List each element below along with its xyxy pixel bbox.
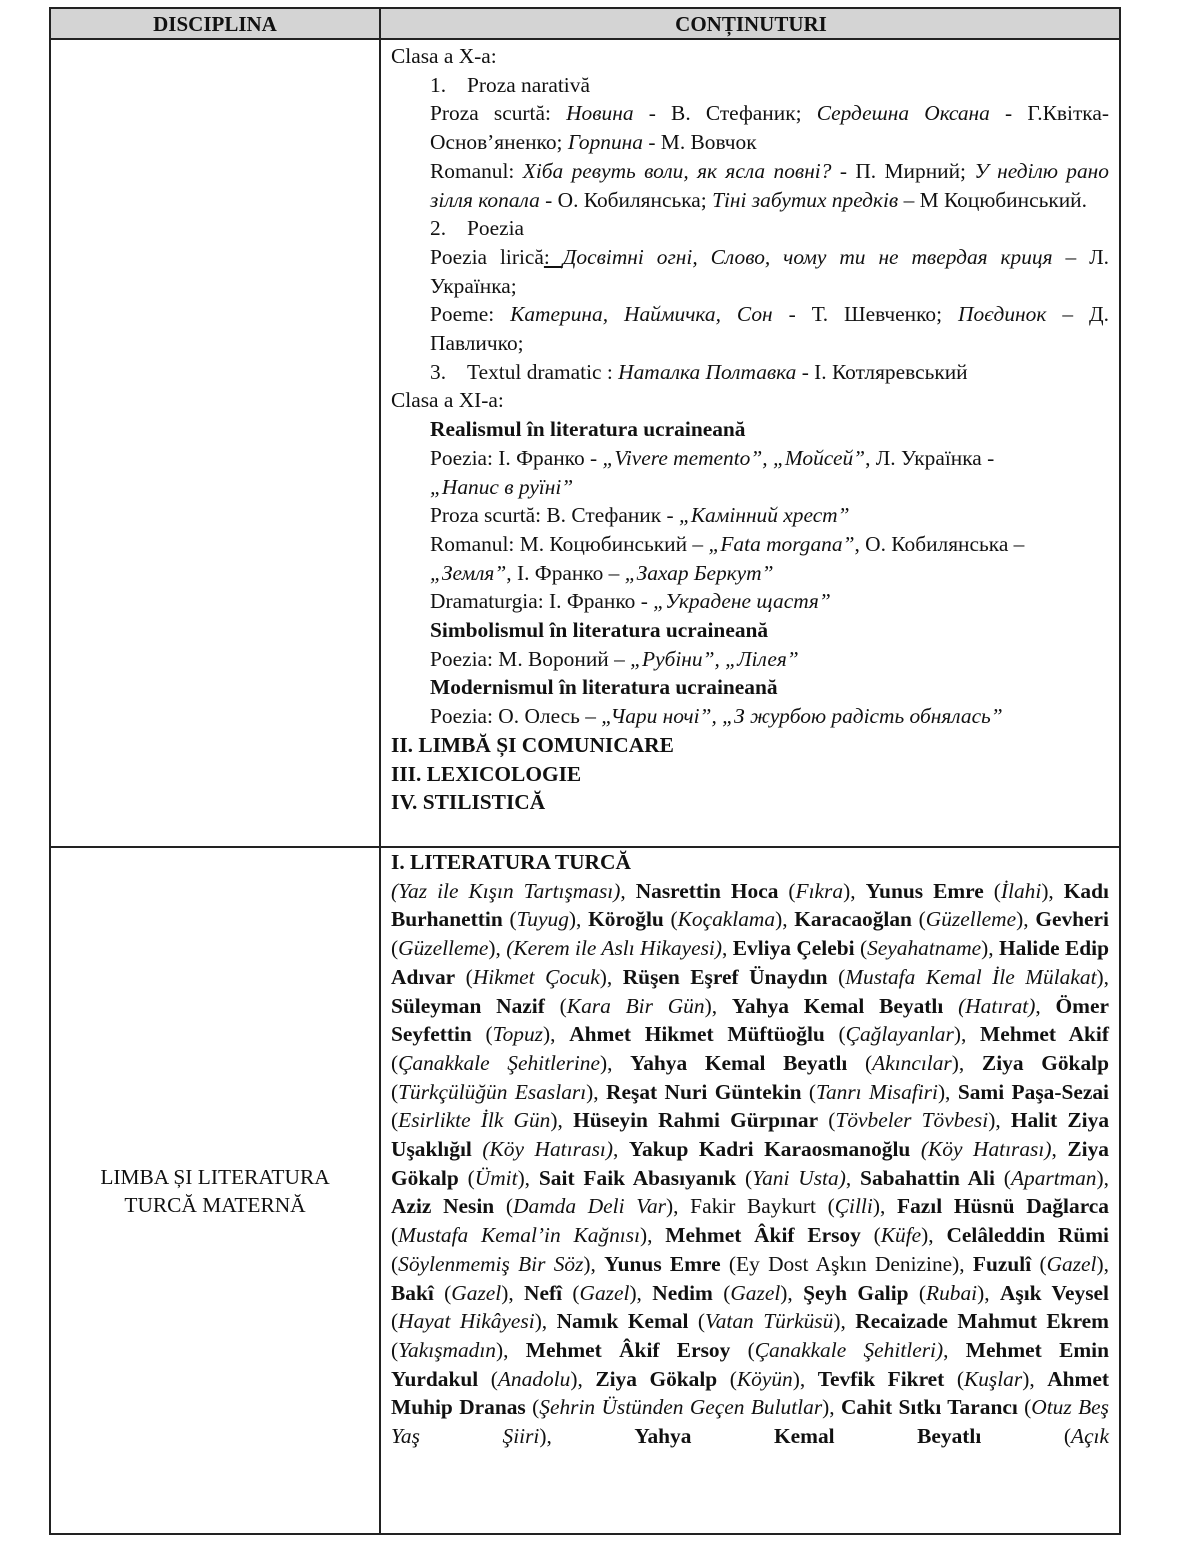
turkish-segment: Tuyug bbox=[516, 907, 569, 932]
turkish-segment: , bbox=[722, 936, 733, 961]
turkish-segment: ( bbox=[778, 878, 796, 903]
turkish-segment: ), bbox=[496, 1337, 526, 1362]
turkish-segment: ), bbox=[704, 993, 732, 1018]
poezia-lirica: Poezia lirică: Досвітні огні, Слово, чому ти не твердая криця – Л. Українка; bbox=[430, 244, 1109, 298]
turkish-segment: , bbox=[1035, 993, 1056, 1018]
turkish-segment: ), bbox=[780, 1280, 804, 1305]
turkish-segment: Güzelleme bbox=[925, 907, 1017, 932]
turkish-segment: Hikmet Çocuk bbox=[472, 964, 600, 989]
turkish-segment: Şehrin Üstünden Geçen Bulutlar bbox=[539, 1395, 823, 1420]
turkish-segment: ( bbox=[391, 1050, 399, 1075]
turkish-segment: Köroğlu bbox=[588, 907, 664, 932]
turkish-segment: ( bbox=[712, 1280, 731, 1305]
turkish-segment: ( bbox=[494, 1194, 514, 1219]
turkish-segment: ( bbox=[736, 1165, 753, 1190]
turkish-segment: ( bbox=[471, 1022, 493, 1047]
turkish-segment: ), bbox=[775, 907, 795, 932]
turkish-segment: Ahmet Muhip Dranas bbox=[391, 1366, 1109, 1420]
turkish-segment: ( bbox=[688, 1309, 706, 1334]
turkish-segment: ), bbox=[517, 1165, 539, 1190]
turkish-segment: Topuz bbox=[492, 1022, 543, 1047]
turkish-segment: ), bbox=[568, 907, 589, 932]
turkish-segment: ( bbox=[391, 936, 399, 961]
turkish-segment: Namık Kemal bbox=[556, 1309, 689, 1334]
turkish-segment: ( bbox=[391, 1251, 399, 1276]
turkish-segment: ( bbox=[391, 1108, 399, 1133]
turkish-segment: Fakir Baykurt ( bbox=[690, 1194, 835, 1219]
turkish-segment: Gazel bbox=[1046, 1251, 1097, 1276]
header-continuturi: CONȚINUTURI bbox=[675, 12, 827, 36]
romanul-x: Romanul: Хіба ревуть воли, як ясла повні? - П. Мирний; У неділю рано зілля копала - О. Кобилянська; Тіні забутих предків – М Коцюбинський. bbox=[430, 158, 1109, 212]
turkish-segment: Ümit bbox=[474, 1165, 518, 1190]
turkish-literature-list bbox=[391, 877, 1109, 1451]
turkish-segment: Tanrı Misafiri bbox=[816, 1079, 938, 1104]
turkish-segment: ), bbox=[599, 964, 623, 989]
turkish-segment: ), bbox=[629, 1280, 653, 1305]
turkish-segment: ), bbox=[1022, 1366, 1048, 1391]
turkish-segment: ), bbox=[822, 1395, 841, 1420]
turkish-segment: Ziya Gökalp bbox=[595, 1366, 718, 1391]
turkish-segment: Aşık Veysel bbox=[999, 1280, 1109, 1305]
turkish-segment: ( bbox=[433, 1280, 452, 1305]
turkish-segment: ), bbox=[988, 1108, 1011, 1133]
header-disciplina: DISCIPLINA bbox=[153, 12, 277, 36]
turkish-segment: ( bbox=[562, 1280, 580, 1305]
turkish-segment: Reşat Nuri Güntekin bbox=[606, 1079, 802, 1104]
turkish-segment: (Hatırat) bbox=[958, 993, 1036, 1018]
turkish-segment: Vatan Türküsü bbox=[705, 1309, 834, 1334]
turkish-segment: ( bbox=[391, 1337, 399, 1362]
turkish-segment: ), bbox=[977, 1280, 1000, 1305]
turkish-segment: Recaizade Mahmut Ekrem bbox=[855, 1309, 1109, 1334]
textul-dramatic: 3. Textul dramatic : Наталка Полтавка - І. Котляревський bbox=[430, 359, 968, 384]
turkish-segment: Çanakkale Şehitlerine bbox=[398, 1050, 600, 1075]
turkish-segment: Kuşlar bbox=[963, 1366, 1023, 1391]
turkish-segment: (Köy Hatırası) bbox=[482, 1137, 613, 1162]
turkish-segment: Cahit Sıtkı Tarancı bbox=[840, 1395, 1018, 1420]
turkish-segment: Gazel bbox=[451, 1280, 502, 1305]
turkish-segment: İlahi bbox=[1000, 878, 1042, 903]
realism-dramaturgia: Dramaturgia: І. Франко - „Украдене щастя” bbox=[430, 589, 831, 614]
turkish-segment: Nasrettin Hoca bbox=[635, 878, 779, 903]
turkish-segment: ), bbox=[570, 1366, 596, 1391]
turkish-segment: Yunus Emre bbox=[865, 878, 984, 903]
turkish-segment: ( bbox=[544, 993, 567, 1018]
poezia-title: 2. Poezia bbox=[430, 216, 525, 241]
clasa-x: Clasa a X-a: bbox=[391, 44, 497, 68]
turkish-segment: Güzelleme bbox=[398, 936, 489, 961]
section-stilistica: IV. STILISTICĂ bbox=[391, 790, 546, 815]
turkish-segment: ( bbox=[730, 1337, 755, 1362]
turkish-segment: , bbox=[1051, 1137, 1068, 1162]
turkish-segment: ), bbox=[1096, 1251, 1109, 1276]
turkish-segment: Aziz Nesin bbox=[391, 1194, 495, 1219]
turkish-segment: (Köy Hatırası) bbox=[920, 1137, 1052, 1162]
turkish-segment: ), bbox=[1096, 1165, 1109, 1190]
turkish-segment: Celâleddin Rümi bbox=[946, 1223, 1109, 1248]
turkish-segment: ( bbox=[458, 1165, 475, 1190]
turkish-segment: (Yaz ile Kışın Tartışması) bbox=[391, 878, 621, 903]
header-divider bbox=[51, 38, 1119, 40]
turkish-segment: Mehmet Akif bbox=[980, 1022, 1109, 1047]
turkish-segment bbox=[943, 994, 958, 1018]
turkish-segment: ( bbox=[860, 1223, 881, 1248]
turkish-segment: ), bbox=[937, 1079, 958, 1104]
turkish-segment: Tövbeler Tövbesi bbox=[835, 1108, 989, 1133]
turkish-segment: ( bbox=[801, 1079, 817, 1104]
turkish-segment: ( bbox=[1017, 1395, 1032, 1420]
turkish-segment: Çilli bbox=[834, 1194, 873, 1219]
turkish-segment: Rubai bbox=[926, 1280, 978, 1305]
turkish-segment: Yani Usta) bbox=[752, 1165, 846, 1190]
turkish-segment: Mehmet Âkif Ersoy bbox=[525, 1337, 731, 1362]
turkish-segment: ( bbox=[944, 1366, 964, 1391]
turkish-segment: , bbox=[612, 1137, 629, 1162]
turkish-segment: , bbox=[845, 1165, 861, 1190]
turkish-segment: ), bbox=[792, 1366, 818, 1391]
turkish-segment: Yunus Emre bbox=[604, 1251, 721, 1276]
realism-romanul: Romanul: М. Коцюбинський – „Fata morgana”, О. Кобилянська – „Земля”, І. Франко – „Захар Беркут” bbox=[430, 531, 1025, 585]
turkish-segment: ), bbox=[550, 1108, 574, 1133]
turkish-segment: Açık bbox=[1071, 1424, 1109, 1449]
turkish-segment: Mustafa Kemal’in Kağnısı bbox=[398, 1223, 641, 1248]
turkish-segment: Şeyh Galip bbox=[803, 1280, 909, 1305]
turkish-segment: Seyahatname bbox=[867, 936, 982, 961]
discipline-turca bbox=[51, 1163, 379, 1219]
turkish-segment: Nefî bbox=[524, 1280, 563, 1305]
turkish-segment: ), bbox=[953, 1022, 981, 1047]
turkish-segment: Anadolu bbox=[497, 1366, 571, 1391]
turkish-segment: ( bbox=[391, 1309, 399, 1334]
turkish-segment: Sait Faik Abasıyanık bbox=[538, 1165, 737, 1190]
turkish-segment: ( bbox=[391, 1223, 399, 1248]
column-divider bbox=[379, 9, 381, 1533]
turkish-segment: Otuz Beş Yaş Şiiri bbox=[391, 1395, 1109, 1449]
turkish-segment: ( bbox=[847, 1050, 873, 1075]
turkish-segment: Halit Ziya Uşaklığıl bbox=[391, 1108, 1110, 1162]
turkish-segment: Yahya Kemal Beyatlı bbox=[731, 993, 944, 1018]
turkish-segment: Bakî bbox=[391, 1280, 434, 1305]
turkish-segment: ( bbox=[502, 907, 517, 932]
turkish-segment: Rüşen Eşref Ünaydın bbox=[622, 964, 828, 989]
turkish-segment: Hüseyin Rahmi Gürpınar bbox=[573, 1108, 819, 1133]
discipline-line1: LIMBA ȘI LITERATURA bbox=[100, 1165, 330, 1189]
turkish-segment: (Ey Dost Aşkın Denizine), bbox=[720, 1251, 973, 1276]
turkish-segment: ), bbox=[951, 1050, 982, 1075]
turkish-segment: Gevheri bbox=[1035, 907, 1109, 932]
turkish-segment: Süleyman Nazif bbox=[391, 993, 545, 1018]
turkish-segment: ( bbox=[1031, 1251, 1047, 1276]
turkish-segment: Sabahattin Ali bbox=[860, 1165, 995, 1190]
turkish-segment: Yahya Kemal Beyatlı bbox=[634, 1424, 982, 1449]
turkish-segment: ), bbox=[981, 936, 999, 961]
turkish-segment: ), bbox=[640, 1223, 666, 1248]
turkish-segment: Ömer Seyfettin bbox=[391, 993, 1109, 1047]
turkish-segment: ( bbox=[824, 1022, 846, 1047]
turkish-segment: Tevfik Fikret bbox=[817, 1366, 945, 1391]
realism-poezia: Poezia: І. Франко - „Vivere memento”, „Мойсей”, Л. Українка - „Напис в руїні” bbox=[430, 445, 995, 499]
row2-content bbox=[391, 848, 1109, 1451]
modern-poezia: Poezia: О. Олесь – „Чари ночі”, „З журбою радість обнялась” bbox=[430, 704, 1003, 729]
turkish-segment: , bbox=[620, 878, 636, 903]
turkish-segment: ( bbox=[908, 1280, 927, 1305]
turkish-segment: Apartman bbox=[1010, 1165, 1097, 1190]
turkish-segment: ), bbox=[501, 1280, 525, 1305]
turkish-segment: ), bbox=[665, 1194, 691, 1219]
turkish-segment: Ahmet Hikmet Müftüoğlu bbox=[569, 1022, 825, 1047]
turkish-segment: Fıkra bbox=[795, 878, 844, 903]
turkish-segment: ( bbox=[391, 1079, 399, 1104]
realism-title: Realismul în literatura ucraineană bbox=[430, 417, 746, 442]
turkish-segment: ), bbox=[843, 878, 866, 903]
turkish-segment: Mehmet Âkif Ersoy bbox=[665, 1223, 861, 1248]
turkish-segment: ), bbox=[583, 1251, 605, 1276]
turkish-segment: (Kerem ile Aslı Hikayesi) bbox=[506, 936, 722, 961]
turkish-segment: Küfe bbox=[880, 1223, 922, 1248]
turkish-segment: Yakup Kadri Karaosmanoğlu bbox=[628, 1137, 911, 1162]
turkish-segment: Köyün bbox=[736, 1366, 793, 1391]
turkish-segment: Ziya Gökalp bbox=[391, 1137, 1109, 1190]
turkish-segment: ), bbox=[488, 936, 507, 961]
turkish-segment: Yahya Kemal Beyatlı bbox=[630, 1050, 848, 1075]
turkish-segment: ( bbox=[663, 907, 678, 932]
turkish-segment: ), bbox=[543, 1022, 570, 1047]
turkish-segment bbox=[910, 1137, 921, 1161]
turkish-segment: Söylenmemiş Bir Söz bbox=[398, 1251, 584, 1276]
turkish-segment: ( bbox=[981, 1424, 1071, 1449]
section-lexicologie: III. LEXICOLOGIE bbox=[391, 761, 582, 786]
turkish-segment: , bbox=[943, 1337, 966, 1362]
turkish-segment: ), bbox=[1041, 878, 1064, 903]
turkish-segment: ), bbox=[1096, 964, 1109, 989]
turkish-segment: ), bbox=[534, 1309, 557, 1334]
turkish-segment: ( bbox=[478, 1366, 498, 1391]
turkish-segment: ( bbox=[911, 907, 926, 932]
turkish-segment: Akıncılar bbox=[872, 1050, 952, 1075]
section-limba: II. LIMBĂ ȘI COMUNICARE bbox=[391, 732, 674, 757]
turkish-segment: Sami Paşa-Sezai bbox=[957, 1079, 1109, 1104]
turkish-segment: ( bbox=[455, 964, 473, 989]
turkish-segment: Karacaoğlan bbox=[794, 907, 912, 932]
turkish-segment: ( bbox=[983, 878, 1001, 903]
turkish-segment: ), bbox=[921, 1223, 947, 1248]
turkish-segment: Damda Deli Var bbox=[513, 1194, 666, 1219]
turkish-segment: ), bbox=[1016, 907, 1036, 932]
turkish-segment: Fazıl Hüsnü Dağlarca bbox=[897, 1194, 1109, 1219]
turkish-segment: Ziya Gökalp bbox=[981, 1050, 1109, 1075]
turkish-segment: Yakışmadın bbox=[398, 1337, 496, 1362]
turkish-segment: Çağlayanlar bbox=[845, 1022, 954, 1047]
proza-scurta: Proza scurtă: Новина - В. Стефаник; Сердешна Оксана - Г.Квітка-Основ’яненко; Горпина - М. Вовчок bbox=[430, 101, 1109, 155]
turkish-segment: Gazel bbox=[579, 1280, 630, 1305]
turkish-segment: ), bbox=[539, 1424, 635, 1449]
curriculum-table bbox=[49, 7, 1121, 1535]
turkish-segment: Fuzulî bbox=[972, 1251, 1032, 1276]
simbol-title: Simbolismul în literatura ucraineană bbox=[430, 618, 769, 643]
turkish-segment: ), bbox=[833, 1309, 856, 1334]
turkish-segment: Gazel bbox=[730, 1280, 781, 1305]
turkish-segment: Esirlikte İlk Gün bbox=[398, 1108, 551, 1133]
turkish-segment: Türkçülüğün Esasları bbox=[398, 1079, 587, 1104]
turkish-segment: ( bbox=[818, 1108, 836, 1133]
turkish-segment: Hayat Hikâyesi bbox=[398, 1309, 535, 1334]
turkish-segment: Kadı Burhanettin bbox=[391, 878, 1109, 932]
turkish-segment: ), bbox=[586, 1079, 607, 1104]
turkish-segment: Evliya Çelebi bbox=[732, 936, 855, 961]
modern-title: Modernismul în literatura ucraineană bbox=[430, 675, 778, 700]
turkish-segment: ( bbox=[525, 1395, 540, 1420]
poeme: Poeme: Катерина, Наймичка, Сон - Т. Шевченко; Поєдинок – Д. Павличко; bbox=[430, 302, 1109, 356]
proza-title: 1. Proza narativă bbox=[430, 72, 590, 97]
turkish-segment: Mustafa Kemal İle Mülakat bbox=[845, 964, 1097, 989]
clasa-xi: Clasa a XI-a: bbox=[391, 388, 504, 413]
turkish-segment: ), bbox=[872, 1194, 898, 1219]
turkish-segment: ( bbox=[994, 1165, 1011, 1190]
row1-content bbox=[391, 42, 1109, 817]
turkish-segment: ( bbox=[854, 936, 868, 961]
turkish-segment: ), bbox=[599, 1050, 631, 1075]
turkish-segment: Koçaklama bbox=[677, 907, 776, 932]
simbol-poezia: Poezia: М. Вороний – „Рубіни”, „Лілея” bbox=[430, 646, 799, 671]
turkish-segment: Halide Edip Adıvar bbox=[391, 936, 1109, 989]
turkish-segment: Nedim bbox=[652, 1280, 713, 1305]
turkish-segment: ( bbox=[827, 964, 846, 989]
discipline-line2: TURCĂ MATERNĂ bbox=[124, 1193, 306, 1217]
turkish-segment: ( bbox=[717, 1366, 737, 1391]
section-literatura-turca: I. LITERATURA TURCĂ bbox=[391, 850, 631, 874]
turkish-segment: Çanakkale Şehitleri) bbox=[754, 1337, 944, 1362]
realism-proza: Proza scurtă: В. Стефаник - „Камінний хрест” bbox=[430, 503, 850, 528]
turkish-segment: Kara Bir Gün bbox=[566, 993, 705, 1018]
turkish-segment: Mehmet Emin Yurdakul bbox=[391, 1337, 1109, 1391]
turkish-segment bbox=[472, 1137, 483, 1161]
